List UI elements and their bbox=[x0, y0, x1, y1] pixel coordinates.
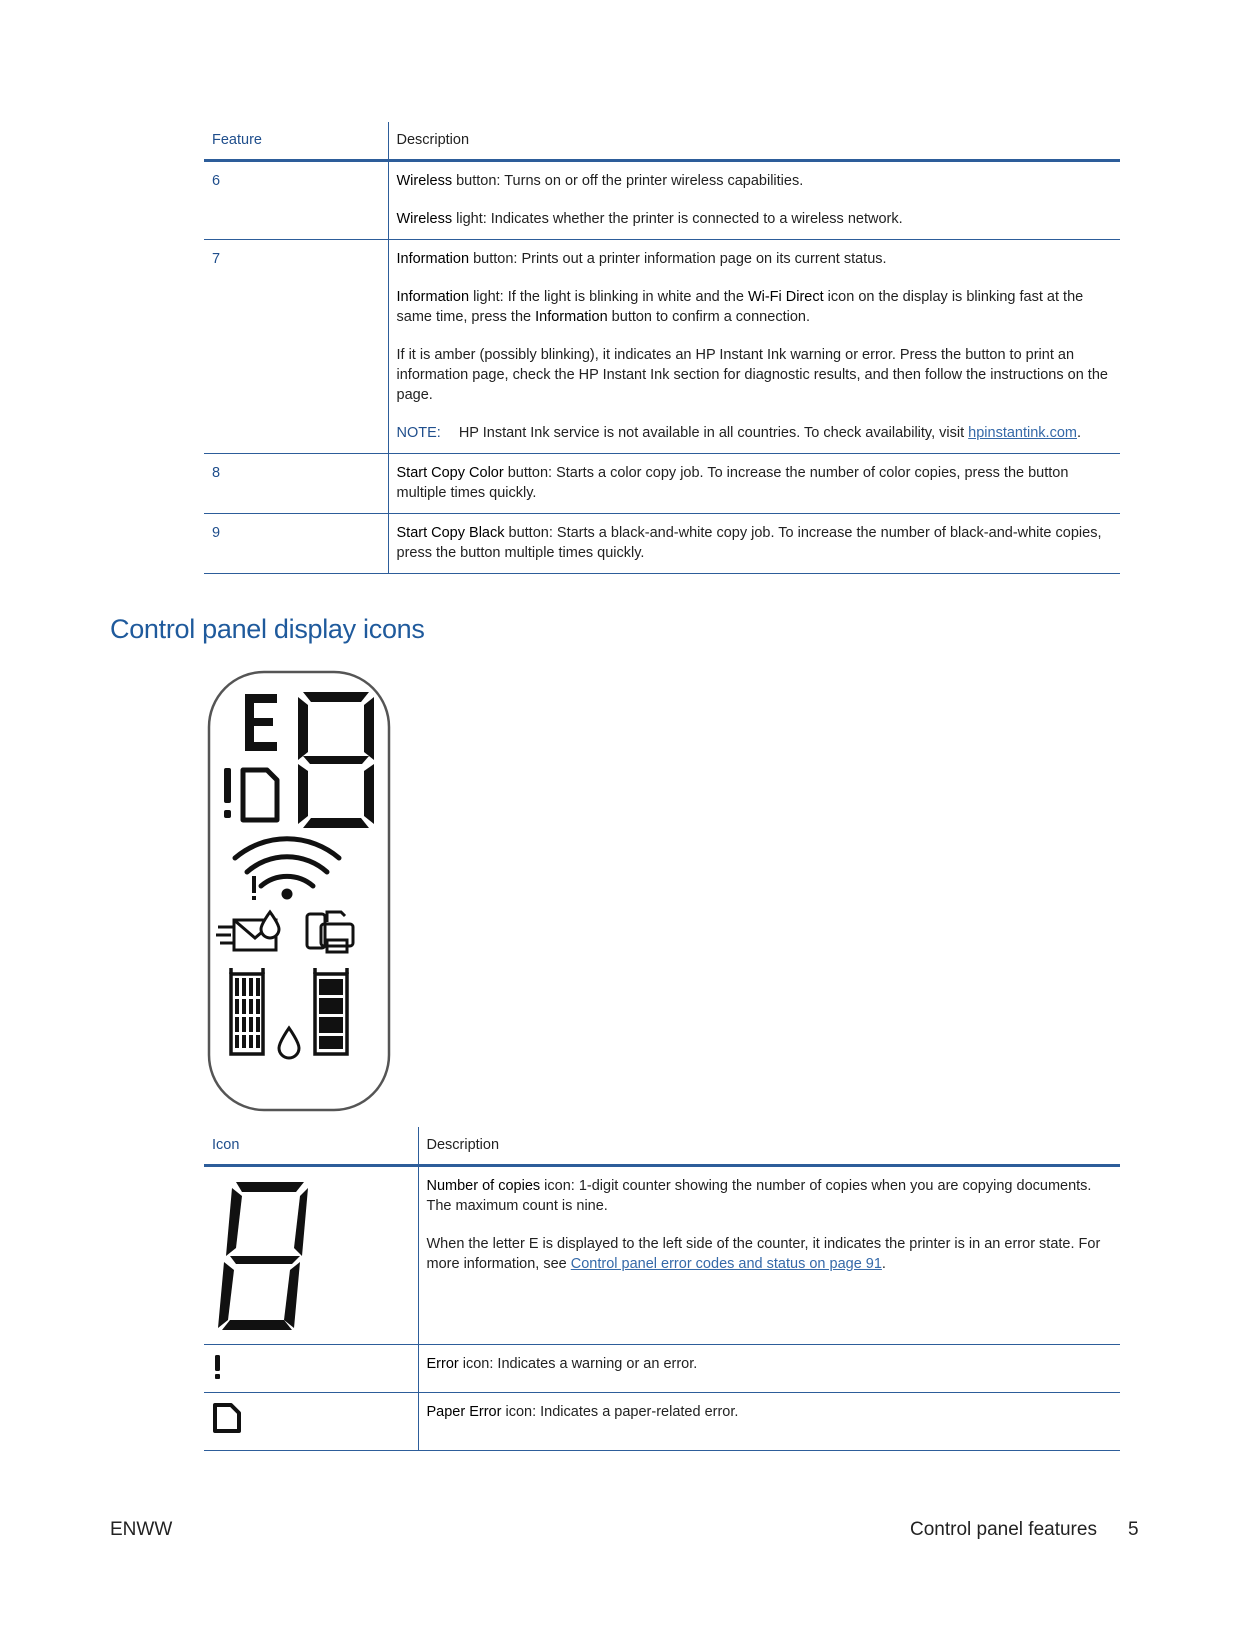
footer-left: ENWW bbox=[110, 1519, 173, 1540]
letter-e-icon bbox=[245, 694, 277, 751]
icon-cell bbox=[204, 1345, 418, 1393]
icon-cell bbox=[204, 1166, 418, 1345]
ink-level-right-icon bbox=[315, 968, 347, 1054]
icon-table bbox=[204, 1127, 1120, 1451]
page-number: 5 bbox=[1128, 1519, 1139, 1540]
term: Start Copy Color bbox=[396, 465, 504, 481]
table-header bbox=[204, 1127, 1120, 1166]
col-header-icon: Icon bbox=[204, 1127, 418, 1166]
feature-description: Start Copy Black button: Starts a black-and-white copy job. To increase the number of black-and-white copies, press the button multiple times quickly. bbox=[388, 514, 1120, 574]
icon-description: Error icon: Indicates a warning or an error. bbox=[418, 1345, 1120, 1393]
icon-description: Number of copies icon: 1-digit counter showing the number of copies when you are copying documents. The maximum count is nine. When the letter E is displayed to the left side of the counter, it indicates the printer is in an error state. For more information, see Control panel error codes and status on page 91. bbox=[418, 1166, 1120, 1345]
feature-table bbox=[204, 122, 1120, 574]
error-codes-link[interactable]: Control panel error codes and status on page 91 bbox=[570, 1256, 882, 1272]
panel-error-icon bbox=[224, 768, 231, 818]
seven-segment-digit-icon bbox=[212, 1178, 312, 1334]
note: NOTE: HP Instant Ink service is not available in all countries. To check availability, visit hpinstantink.com. bbox=[396, 425, 1082, 441]
paper-error-icon bbox=[212, 1402, 242, 1434]
feature-number: 6 bbox=[204, 161, 388, 240]
table-row bbox=[204, 161, 1120, 240]
term: Paper Error bbox=[426, 1404, 502, 1420]
wifi-warning-icon bbox=[252, 876, 256, 900]
amber-paragraph: If it is amber (possibly blinking), it indicates an HP Instant Ink warning or error. Press the button to print an information page, check the HP Instant Ink section for diagnostic results, and then follow the instructions on the page. bbox=[396, 347, 1108, 403]
error-icon bbox=[212, 1354, 224, 1380]
term: Wireless bbox=[396, 211, 453, 227]
term: Number of copies bbox=[426, 1178, 541, 1194]
col-header-description: Description bbox=[388, 122, 1120, 161]
col-header-feature: Feature bbox=[204, 122, 388, 161]
feature-description: Start Copy Color button: Starts a color copy job. To increase the number of color copies, press the button multiple times quickly. bbox=[388, 454, 1120, 514]
footer-section: Control panel features bbox=[910, 1519, 1097, 1540]
table-header bbox=[204, 122, 1120, 161]
table-row bbox=[204, 1345, 1120, 1393]
term: Error bbox=[426, 1356, 459, 1372]
term: Start Copy Black bbox=[396, 525, 505, 541]
table-row bbox=[204, 454, 1120, 514]
section-title: Control panel display icons bbox=[110, 614, 425, 644]
feature-number: 9 bbox=[204, 514, 388, 574]
control-panel-illustration bbox=[207, 670, 391, 1112]
table-row bbox=[204, 240, 1120, 454]
icon-description: Paper Error icon: Indicates a paper-related error. bbox=[418, 1393, 1120, 1451]
feature-number: 8 bbox=[204, 454, 388, 514]
table-row bbox=[204, 514, 1120, 574]
table-row bbox=[204, 1166, 1120, 1345]
hpinstantink-link[interactable]: hpinstantink.com bbox=[968, 425, 1077, 441]
table-row bbox=[204, 1393, 1120, 1451]
term: Information bbox=[396, 251, 470, 267]
term: Information bbox=[535, 309, 608, 325]
feature-number: 7 bbox=[204, 240, 388, 454]
term: Information bbox=[396, 289, 470, 305]
col-header-description: Description bbox=[418, 1127, 1120, 1166]
feature-description: Information button: Prints out a printer information page on its current status. Information light: If the light is blinking in white and the Wi-Fi Direct icon on the display is blinking fast at the same time, press the Information button to confirm a connection. If it is amber (possibly blinking), it indicates an HP Instant Ink warning or error. Press the button to print an information page, check the HP Instant Ink section for diagnostic results, and then follow the instructions on the page. NOTE: HP Instant Ink service is not available in all countries. To check availability, visit hpinstantink.com. bbox=[388, 240, 1120, 454]
term: Wireless bbox=[396, 173, 453, 189]
icon-cell bbox=[204, 1393, 418, 1451]
term: Wi-Fi Direct bbox=[747, 289, 824, 305]
feature-description: Wireless button: Turns on or off the printer wireless capabilities. Wireless light: Indicates whether the printer is connected to a wireless network. bbox=[388, 161, 1120, 240]
note-label: NOTE: bbox=[396, 425, 441, 441]
